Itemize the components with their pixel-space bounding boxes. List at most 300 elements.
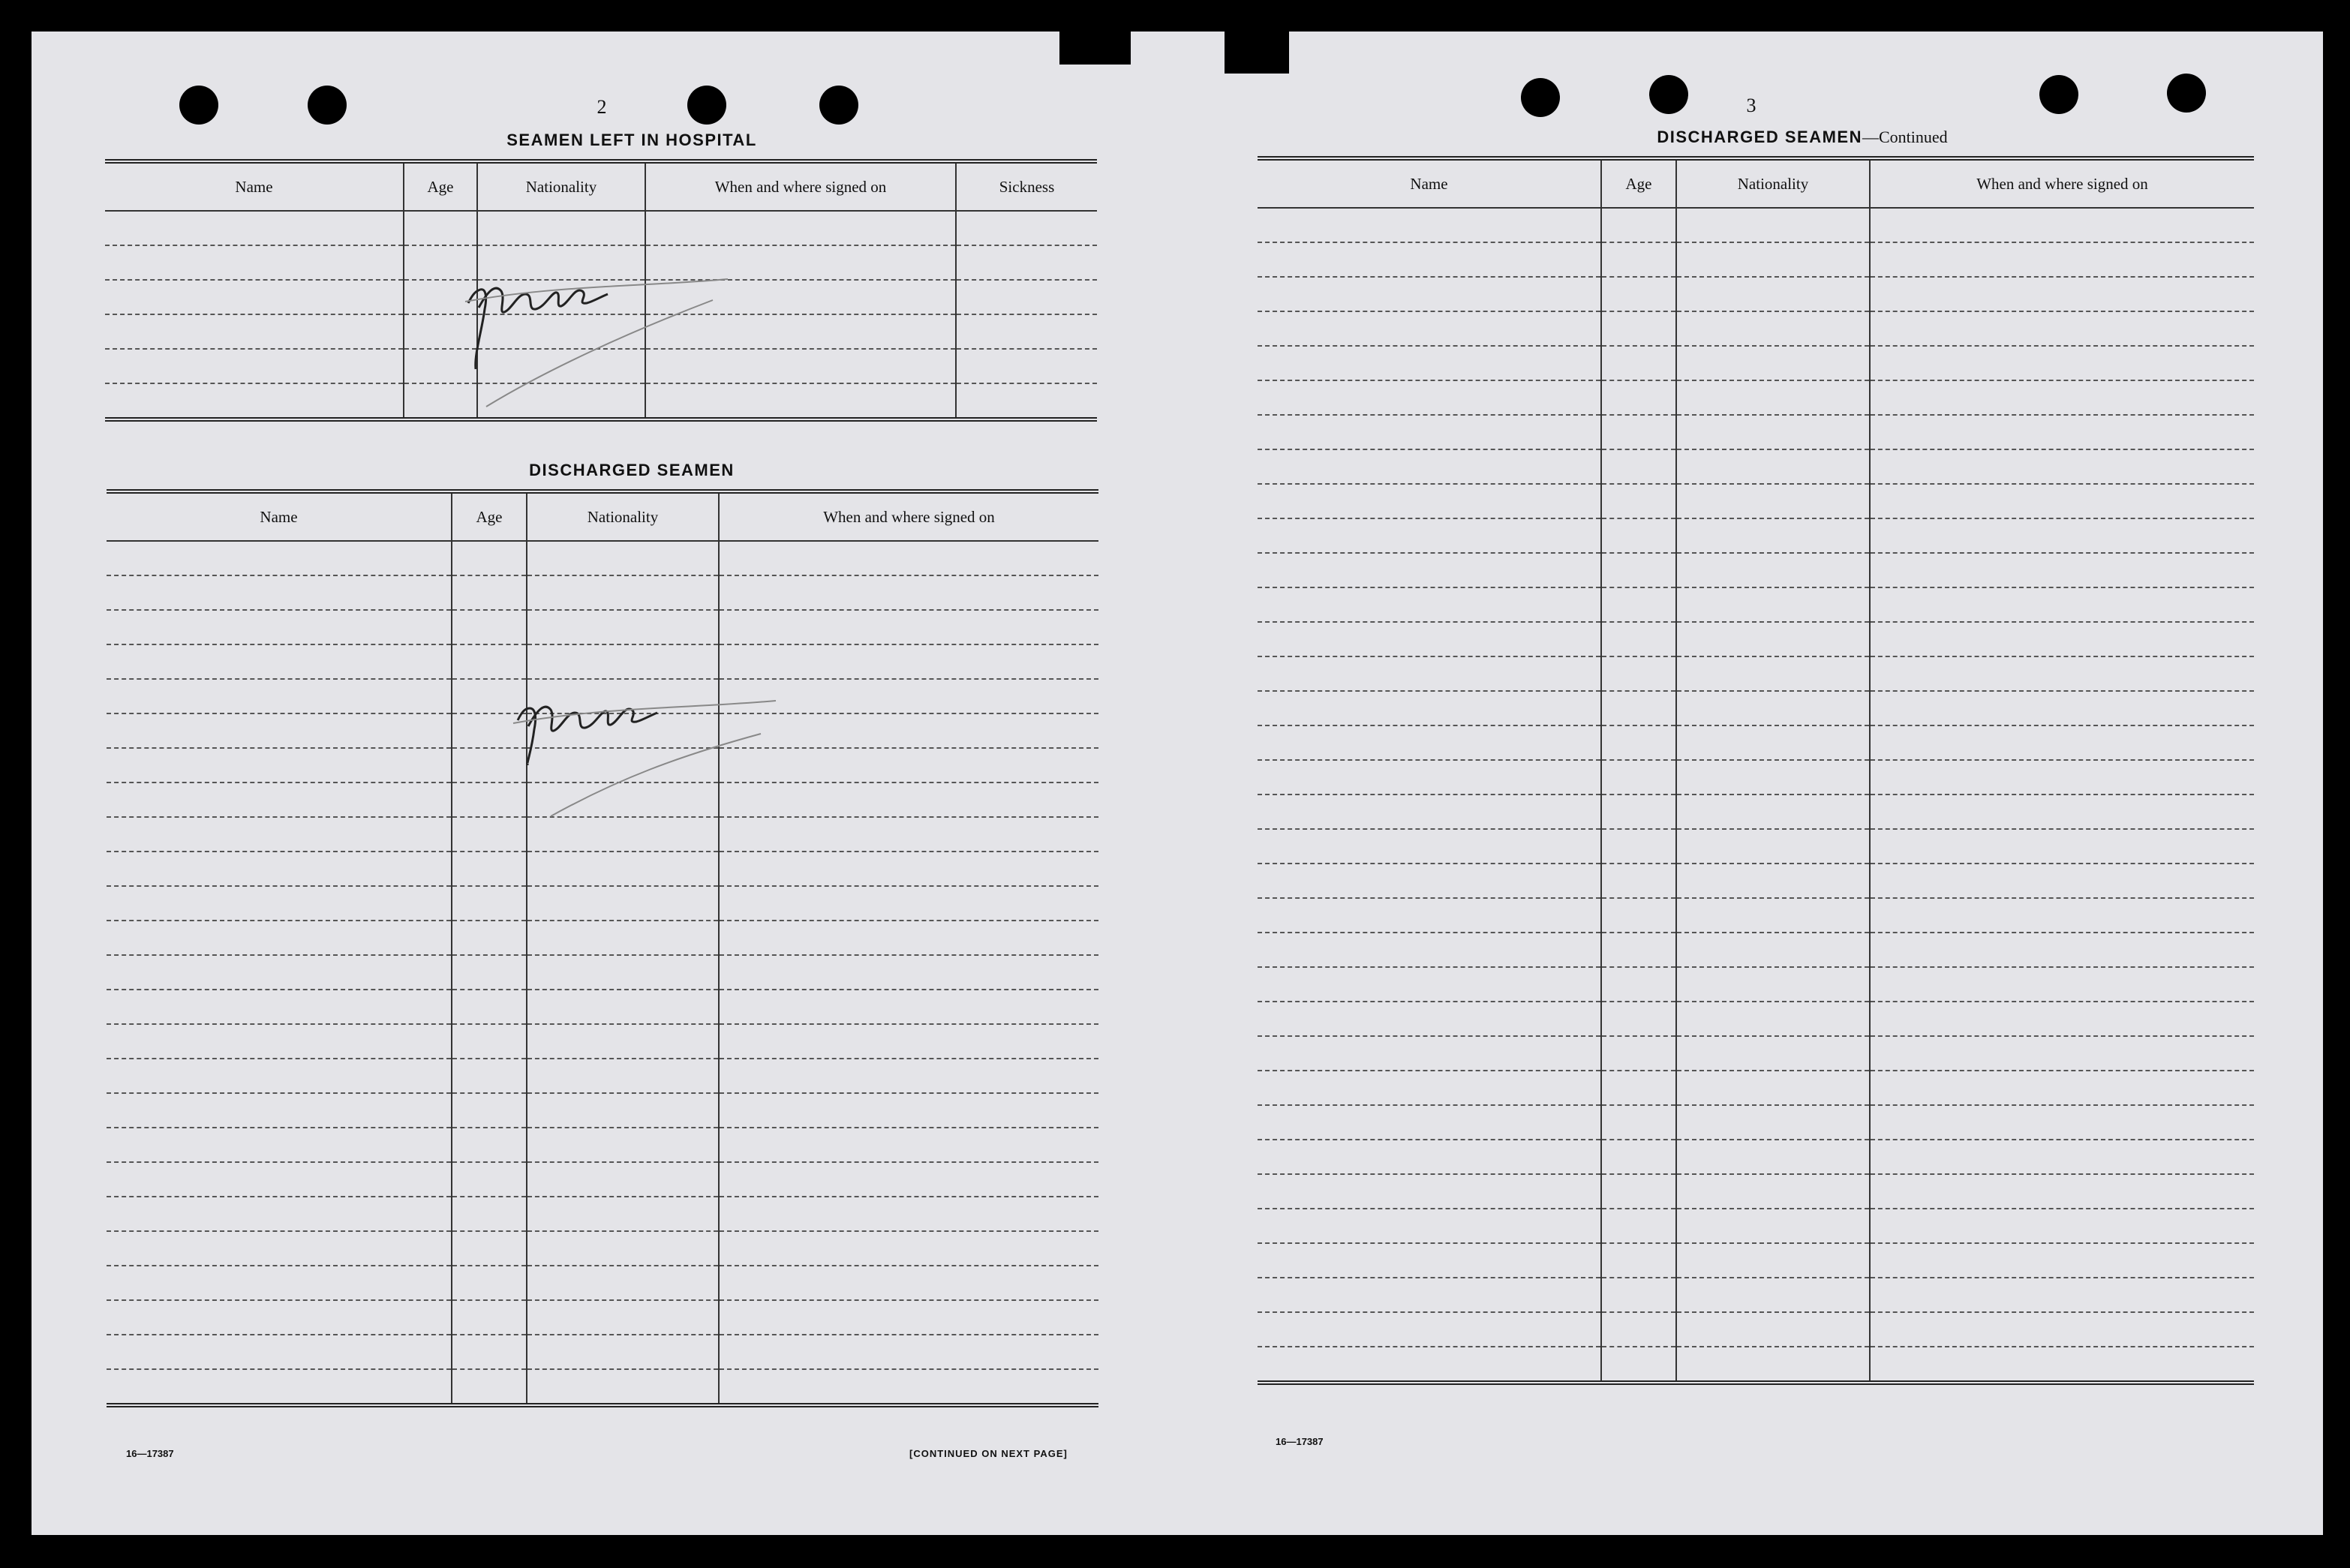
table-cell: [105, 280, 404, 314]
table-cell: [1676, 208, 1870, 242]
table-cell: [1870, 415, 2254, 449]
table-cell: [1870, 656, 2254, 691]
table-cell: [1258, 1002, 1601, 1036]
table-cell: [719, 1231, 1098, 1266]
table-row: [107, 1197, 1098, 1231]
table-cell: [105, 245, 404, 280]
discharged-table: [107, 489, 1098, 1407]
table-cell: [1676, 1347, 1870, 1383]
table-cell: [452, 1093, 527, 1128]
form-number-left: 16—17387: [126, 1448, 174, 1459]
table-cell: [1258, 864, 1601, 898]
table-cell: [1601, 967, 1676, 1002]
section-title-suffix: —Continued: [1862, 128, 1948, 146]
discharged-section-title: DISCHARGED SEAMEN: [529, 461, 735, 479]
table-cell: [956, 314, 1097, 349]
table-row: [1258, 760, 2254, 795]
table-cell: [1676, 1278, 1870, 1312]
table-cell: [107, 817, 452, 852]
table-cell: [107, 541, 452, 575]
table-cell: [107, 1128, 452, 1162]
table-cell: [1870, 1209, 2254, 1243]
table-cell: [452, 1369, 527, 1405]
table-row: [107, 852, 1098, 886]
table-cell: [452, 575, 527, 610]
table-cell: [1870, 725, 2254, 760]
table-cell: [956, 349, 1097, 383]
table-cell: [1258, 587, 1601, 622]
table-cell: [107, 1300, 452, 1335]
table-cell: [719, 1093, 1098, 1128]
table-cell: [107, 1093, 452, 1128]
table-cell: [1676, 587, 1870, 622]
table-cell: [1601, 725, 1676, 760]
table-row: [1258, 518, 2254, 553]
table-row: [1258, 242, 2254, 277]
table-row: [107, 1266, 1098, 1300]
table-cell: [1601, 622, 1676, 656]
table-cell: [452, 1335, 527, 1369]
table-cell: [719, 852, 1098, 886]
table-cell: [452, 1024, 527, 1059]
table-cell: [1601, 898, 1676, 933]
table-cell: [1870, 484, 2254, 518]
table-row: [1258, 449, 2254, 484]
table-cell: [719, 1335, 1098, 1369]
table-row: [1258, 691, 2254, 725]
table-cell: [1870, 1105, 2254, 1140]
table-row: [1258, 1140, 2254, 1174]
table-cell: [527, 955, 719, 990]
table-cell: [452, 1128, 527, 1162]
table-cell: [1258, 380, 1601, 415]
table-cell: [527, 1197, 719, 1231]
table-row: [107, 1093, 1098, 1128]
table-cell: [1676, 484, 1870, 518]
table-cell: [1601, 587, 1676, 622]
table-cell: [956, 383, 1097, 419]
table-cell: [527, 1162, 719, 1197]
table-row: [107, 1128, 1098, 1162]
table-row: [107, 1059, 1098, 1093]
table-cell: [107, 1231, 452, 1266]
table-cell: [1258, 1174, 1601, 1209]
table-row: [107, 541, 1098, 575]
table-cell: [527, 1266, 719, 1300]
table-cell: [527, 610, 719, 644]
table-cell: [107, 1266, 452, 1300]
table-cell: [107, 748, 452, 782]
table-row: [107, 955, 1098, 990]
table-cell: [107, 955, 452, 990]
table-row: [107, 990, 1098, 1024]
punch-hole: [819, 86, 858, 125]
table-row: [107, 1024, 1098, 1059]
column-header: Age: [404, 161, 477, 211]
table-cell: [527, 1335, 719, 1369]
table-cell: [1676, 311, 1870, 346]
table-cell: [527, 1059, 719, 1093]
table-row: [107, 1300, 1098, 1335]
page-notch: [1225, 32, 1289, 74]
table-cell: [527, 1369, 719, 1405]
table-cell: [1676, 380, 1870, 415]
table-cell: [1258, 691, 1601, 725]
table-cell: [1258, 967, 1601, 1002]
table-cell: [719, 1300, 1098, 1335]
table-cell: [1676, 656, 1870, 691]
table-row: [1258, 1243, 2254, 1278]
table-cell: [527, 990, 719, 1024]
table-cell: [452, 1300, 527, 1335]
table-cell: [956, 245, 1097, 280]
discharged-continued-table: [1258, 156, 2254, 1385]
table-row: [1258, 864, 2254, 898]
table-cell: [1601, 1174, 1676, 1209]
table-cell: [1601, 1347, 1676, 1383]
column-header: Age: [452, 491, 527, 541]
table-cell: [1870, 208, 2254, 242]
table-cell: [452, 921, 527, 955]
table-cell: [1676, 725, 1870, 760]
table-row: [1258, 1036, 2254, 1071]
table-cell: [719, 575, 1098, 610]
table-cell: [1601, 553, 1676, 587]
table-cell: [452, 1231, 527, 1266]
table-cell: [1870, 933, 2254, 967]
table-cell: [1258, 346, 1601, 380]
table-cell: [1676, 415, 1870, 449]
table-cell: [1601, 1278, 1676, 1312]
table-header-row: [105, 161, 1097, 211]
table-cell: [527, 1231, 719, 1266]
table-cell: [1601, 1002, 1676, 1036]
table-cell: [1676, 1209, 1870, 1243]
column-header: Age: [1601, 158, 1676, 208]
table-row: [107, 1162, 1098, 1197]
table-cell: [1870, 311, 2254, 346]
table-header-row: [1258, 158, 2254, 208]
table-row: [1258, 208, 2254, 242]
table-cell: [1870, 864, 2254, 898]
table-cell: [452, 610, 527, 644]
table-cell: [1258, 415, 1601, 449]
table-cell: [1258, 1071, 1601, 1105]
table-row: [1258, 656, 2254, 691]
table-cell: [527, 575, 719, 610]
table-cell: [1676, 933, 1870, 967]
table-cell: [452, 1059, 527, 1093]
table-row: [107, 610, 1098, 644]
table-cell: [1258, 484, 1601, 518]
table-cell: [107, 575, 452, 610]
table-cell: [1258, 242, 1601, 277]
table-cell: [1601, 864, 1676, 898]
table-cell: [1676, 1243, 1870, 1278]
table-cell: [1601, 346, 1676, 380]
table-cell: [1870, 449, 2254, 484]
table-row: [1258, 311, 2254, 346]
table-row: [1258, 1105, 2254, 1140]
table-cell: [719, 610, 1098, 644]
punch-hole: [2167, 74, 2206, 113]
table-row: [107, 1231, 1098, 1266]
table-cell: [1258, 898, 1601, 933]
table-cell: [1870, 518, 2254, 553]
table-cell: [527, 1300, 719, 1335]
table-row: [1258, 1347, 2254, 1383]
table-cell: [107, 852, 452, 886]
table-cell: [1676, 449, 1870, 484]
table-cell: [1676, 277, 1870, 311]
table-cell: [105, 383, 404, 419]
table-row: [1258, 587, 2254, 622]
table-cell: [1258, 1140, 1601, 1174]
table-cell: [1601, 518, 1676, 553]
table-cell: [1258, 277, 1601, 311]
table-cell: [1601, 1105, 1676, 1140]
column-header: Name: [1258, 158, 1601, 208]
table-cell: [527, 1024, 719, 1059]
column-header: Nationality: [1676, 158, 1870, 208]
table-row: [1258, 1278, 2254, 1312]
table-cell: [1601, 1036, 1676, 1071]
table-cell: [1676, 518, 1870, 553]
table-cell: [1676, 760, 1870, 795]
table-cell: [107, 679, 452, 713]
table-cell: [1676, 691, 1870, 725]
table-cell: [1258, 829, 1601, 864]
table-row: [1258, 1002, 2254, 1036]
table-cell: [105, 211, 404, 245]
table-cell: [1870, 829, 2254, 864]
punch-hole: [179, 86, 218, 125]
handwritten-none-discharged: [491, 644, 806, 839]
continued-note: [CONTINUED ON NEXT PAGE]: [909, 1448, 1068, 1459]
table-cell: [1601, 1312, 1676, 1347]
table-row: [1258, 1209, 2254, 1243]
table-cell: [1258, 1036, 1601, 1071]
punch-hole: [308, 86, 347, 125]
table-cell: [107, 990, 452, 1024]
table-row: [1258, 380, 2254, 415]
table-cell: [719, 921, 1098, 955]
table-cell: [1601, 1140, 1676, 1174]
table-cell: [1870, 380, 2254, 415]
table-row: [1258, 346, 2254, 380]
table-cell: [1676, 1174, 1870, 1209]
table-cell: [1601, 656, 1676, 691]
table-row: [1258, 553, 2254, 587]
table-row: [107, 921, 1098, 955]
table-cell: [1870, 587, 2254, 622]
section-title-text: DISCHARGED SEAMEN: [1657, 128, 1862, 146]
table-cell: [1258, 1243, 1601, 1278]
hospital-section-title: SEAMEN LEFT IN HOSPITAL: [506, 131, 757, 149]
table-cell: [1676, 553, 1870, 587]
table-cell: [1870, 967, 2254, 1002]
table-cell: [1870, 691, 2254, 725]
page-number-left: 2: [597, 96, 607, 118]
table-cell: [1258, 725, 1601, 760]
table-cell: [1601, 933, 1676, 967]
table-cell: [1601, 311, 1676, 346]
table-cell: [1676, 795, 1870, 829]
table-cell: [1676, 1140, 1870, 1174]
table-header-row: [107, 491, 1098, 541]
table-row: [107, 886, 1098, 921]
column-header: Nationality: [527, 491, 719, 541]
table-cell: [527, 921, 719, 955]
table-cell: [1676, 346, 1870, 380]
table-cell: [1870, 1312, 2254, 1347]
table-cell: [1870, 622, 2254, 656]
table-cell: [1870, 1036, 2254, 1071]
table-cell: [452, 852, 527, 886]
table-cell: [1601, 1243, 1676, 1278]
table-cell: [452, 955, 527, 990]
table-cell: [107, 713, 452, 748]
table-cell: [527, 852, 719, 886]
table-cell: [1676, 622, 1870, 656]
table-row: [107, 1369, 1098, 1405]
table-cell: [719, 1059, 1098, 1093]
table-cell: [719, 1128, 1098, 1162]
table-cell: [1676, 967, 1870, 1002]
punch-hole: [687, 86, 726, 125]
table-cell: [1258, 622, 1601, 656]
table-cell: [1676, 1071, 1870, 1105]
table-cell: [1258, 518, 1601, 553]
table-cell: [107, 782, 452, 817]
table-cell: [1258, 760, 1601, 795]
table-cell: [956, 211, 1097, 245]
document-sheet: [32, 32, 2323, 1535]
table-cell: [1601, 449, 1676, 484]
table-cell: [105, 314, 404, 349]
table-cell: [105, 349, 404, 383]
table-cell: [107, 644, 452, 679]
column-header: When and where signed on: [645, 161, 956, 211]
table-cell: [1258, 311, 1601, 346]
discharged-continued-title: [1502, 128, 2102, 147]
table-cell: [1258, 208, 1601, 242]
table-cell: [452, 1266, 527, 1300]
table-cell: [1676, 1036, 1870, 1071]
table-row: [1258, 967, 2254, 1002]
column-header: When and where signed on: [1870, 158, 2254, 208]
column-header: Sickness: [956, 161, 1097, 211]
column-header: Nationality: [477, 161, 645, 211]
table-cell: [719, 1266, 1098, 1300]
table-cell: [719, 990, 1098, 1024]
column-header: Name: [107, 491, 452, 541]
table-row: [1258, 415, 2254, 449]
table-cell: [107, 1335, 452, 1369]
table-cell: [1258, 1105, 1601, 1140]
table-row: [1258, 1312, 2254, 1347]
table-cell: [1870, 242, 2254, 277]
table-cell: [1870, 1347, 2254, 1383]
table-cell: [1870, 277, 2254, 311]
form-number-right: 16—17387: [1276, 1436, 1324, 1447]
table-row: [1258, 1174, 2254, 1209]
handwritten-none-hospital: [443, 219, 758, 414]
table-cell: [1870, 346, 2254, 380]
table-cell: [1258, 1209, 1601, 1243]
table-cell: [719, 955, 1098, 990]
column-header: When and where signed on: [719, 491, 1098, 541]
table-cell: [719, 1197, 1098, 1231]
table-cell: [452, 541, 527, 575]
table-cell: [719, 541, 1098, 575]
table-row: [1258, 484, 2254, 518]
table-cell: [107, 886, 452, 921]
table-row: [1258, 898, 2254, 933]
table-row: [1258, 829, 2254, 864]
table-cell: [107, 1162, 452, 1197]
table-cell: [1870, 1243, 2254, 1278]
punch-hole: [2039, 75, 2078, 114]
table-cell: [452, 990, 527, 1024]
table-row: [1258, 725, 2254, 760]
table-cell: [1258, 933, 1601, 967]
table-cell: [1258, 553, 1601, 587]
table-cell: [107, 610, 452, 644]
table-row: [1258, 1071, 2254, 1105]
table-cell: [1870, 553, 2254, 587]
table-cell: [719, 1024, 1098, 1059]
table-cell: [1601, 760, 1676, 795]
table-row: [1258, 277, 2254, 311]
table-cell: [1870, 1278, 2254, 1312]
table-cell: [1601, 415, 1676, 449]
table-cell: [1676, 242, 1870, 277]
table-cell: [107, 1024, 452, 1059]
table-row: [107, 1335, 1098, 1369]
table-cell: [719, 1369, 1098, 1405]
column-header: Name: [105, 161, 404, 211]
table-cell: [1601, 277, 1676, 311]
table-cell: [1601, 208, 1676, 242]
table-cell: [1601, 691, 1676, 725]
table-cell: [1870, 760, 2254, 795]
table-cell: [1870, 1174, 2254, 1209]
table-cell: [1258, 1312, 1601, 1347]
table-cell: [527, 541, 719, 575]
table-cell: [527, 1128, 719, 1162]
table-cell: [719, 1162, 1098, 1197]
table-cell: [1870, 1140, 2254, 1174]
table-cell: [1870, 1071, 2254, 1105]
table-cell: [1676, 864, 1870, 898]
table-cell: [1258, 1278, 1601, 1312]
punch-hole: [1649, 75, 1688, 114]
table-cell: [719, 886, 1098, 921]
table-row: [1258, 795, 2254, 829]
table-cell: [1676, 1105, 1870, 1140]
table-cell: [1676, 1312, 1870, 1347]
table-row: [1258, 622, 2254, 656]
table-cell: [107, 921, 452, 955]
table-row: [107, 575, 1098, 610]
table-cell: [107, 1197, 452, 1231]
page-number-right: 3: [1746, 95, 1756, 116]
page-notch: [1059, 32, 1131, 65]
punch-hole: [1521, 78, 1560, 117]
table-cell: [107, 1059, 452, 1093]
table-cell: [1870, 898, 2254, 933]
